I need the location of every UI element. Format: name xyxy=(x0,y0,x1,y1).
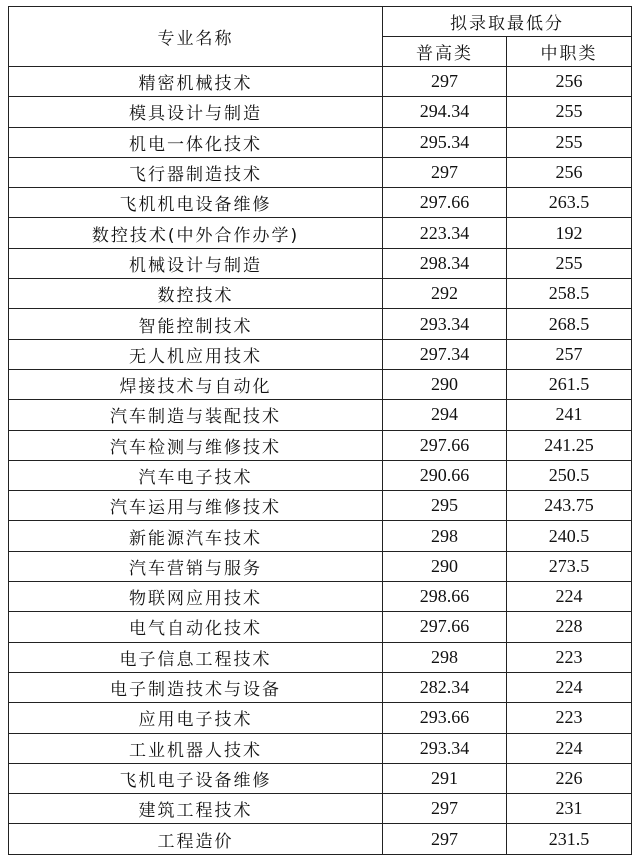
table-row xyxy=(9,400,632,430)
table-row xyxy=(9,612,632,642)
putong-score-cell: 294.34 xyxy=(383,97,507,127)
putong-score-cell: 298 xyxy=(383,642,507,672)
table-row xyxy=(9,824,632,854)
major-name-cell: 应用电子技术 xyxy=(9,703,383,733)
putong-score-cell: 298 xyxy=(383,521,507,551)
putong-score-cell: 291 xyxy=(383,763,507,793)
putong-score-cell: 294 xyxy=(383,400,507,430)
major-name-cell: 智能控制技术 xyxy=(9,309,383,339)
major-name-cell: 数控技术(中外合作办学) xyxy=(9,218,383,248)
table-row xyxy=(9,218,632,248)
table-body xyxy=(9,67,632,855)
zhongzhi-score-cell: 255 xyxy=(507,127,632,157)
major-name-cell: 新能源汽车技术 xyxy=(9,521,383,551)
major-name-cell: 电子信息工程技术 xyxy=(9,642,383,672)
putong-score-cell: 297.34 xyxy=(383,339,507,369)
putong-column-header: 普高类 xyxy=(383,37,507,67)
zhongzhi-score-cell: 226 xyxy=(507,763,632,793)
major-name-cell: 数控技术 xyxy=(9,279,383,309)
putong-score-cell: 295.34 xyxy=(383,127,507,157)
major-name-cell: 汽车电子技术 xyxy=(9,460,383,490)
table-row xyxy=(9,521,632,551)
putong-score-cell: 293.34 xyxy=(383,309,507,339)
putong-score-cell: 297.66 xyxy=(383,188,507,218)
table-row xyxy=(9,97,632,127)
major-name-cell: 汽车运用与维修技术 xyxy=(9,491,383,521)
major-name-cell: 飞机电子设备维修 xyxy=(9,763,383,793)
table-row xyxy=(9,430,632,460)
zhongzhi-score-cell: 241.25 xyxy=(507,430,632,460)
putong-score-cell: 298.34 xyxy=(383,248,507,278)
zhongzhi-score-cell: 241 xyxy=(507,400,632,430)
zhongzhi-score-cell: 240.5 xyxy=(507,521,632,551)
major-name-cell: 机电一体化技术 xyxy=(9,127,383,157)
major-name-cell: 汽车检测与维修技术 xyxy=(9,430,383,460)
table-row xyxy=(9,67,632,97)
table-row xyxy=(9,642,632,672)
putong-score-cell: 297 xyxy=(383,824,507,854)
zhongzhi-score-cell: 261.5 xyxy=(507,369,632,399)
major-name-cell: 工业机器人技术 xyxy=(9,733,383,763)
putong-score-cell: 297.66 xyxy=(383,612,507,642)
zhongzhi-score-cell: 231 xyxy=(507,794,632,824)
table-row xyxy=(9,582,632,612)
zhongzhi-score-cell: 255 xyxy=(507,97,632,127)
zhongzhi-column-header: 中职类 xyxy=(507,37,632,67)
putong-score-cell: 295 xyxy=(383,491,507,521)
putong-score-cell: 293.34 xyxy=(383,733,507,763)
major-name-cell: 建筑工程技术 xyxy=(9,794,383,824)
table-row xyxy=(9,460,632,490)
putong-score-cell: 290 xyxy=(383,551,507,581)
table-row xyxy=(9,672,632,702)
table-row xyxy=(9,703,632,733)
major-name-header: 专业名称 xyxy=(9,7,383,67)
major-name-cell: 模具设计与制造 xyxy=(9,97,383,127)
min-score-header: 拟录取最低分 xyxy=(383,7,632,37)
table-row xyxy=(9,794,632,824)
putong-score-cell: 297 xyxy=(383,157,507,187)
zhongzhi-score-cell: 263.5 xyxy=(507,188,632,218)
zhongzhi-score-cell: 243.75 xyxy=(507,491,632,521)
putong-score-cell: 223.34 xyxy=(383,218,507,248)
zhongzhi-score-cell: 224 xyxy=(507,672,632,702)
zhongzhi-score-cell: 192 xyxy=(507,218,632,248)
putong-score-cell: 292 xyxy=(383,279,507,309)
major-name-cell: 无人机应用技术 xyxy=(9,339,383,369)
zhongzhi-score-cell: 224 xyxy=(507,733,632,763)
table-row xyxy=(9,248,632,278)
zhongzhi-score-cell: 257 xyxy=(507,339,632,369)
putong-score-cell: 297 xyxy=(383,67,507,97)
major-name-cell: 工程造价 xyxy=(9,824,383,854)
zhongzhi-score-cell: 224 xyxy=(507,582,632,612)
putong-score-cell: 290 xyxy=(383,369,507,399)
zhongzhi-score-cell: 268.5 xyxy=(507,309,632,339)
zhongzhi-score-cell: 231.5 xyxy=(507,824,632,854)
table-row xyxy=(9,491,632,521)
zhongzhi-score-cell: 258.5 xyxy=(507,279,632,309)
major-name-cell: 汽车营销与服务 xyxy=(9,551,383,581)
major-name-cell: 物联网应用技术 xyxy=(9,582,383,612)
zhongzhi-score-cell: 273.5 xyxy=(507,551,632,581)
major-name-cell: 电气自动化技术 xyxy=(9,612,383,642)
major-name-cell: 机械设计与制造 xyxy=(9,248,383,278)
table-row xyxy=(9,733,632,763)
admission-scores-table xyxy=(8,6,632,855)
major-name-cell: 电子制造技术与设备 xyxy=(9,672,383,702)
table-row xyxy=(9,369,632,399)
table-row xyxy=(9,127,632,157)
major-name-cell: 焊接技术与自动化 xyxy=(9,369,383,399)
putong-score-cell: 282.34 xyxy=(383,672,507,702)
major-name-cell: 精密机械技术 xyxy=(9,67,383,97)
putong-score-cell: 297 xyxy=(383,794,507,824)
zhongzhi-score-cell: 223 xyxy=(507,703,632,733)
table-row xyxy=(9,763,632,793)
major-name-cell: 飞行器制造技术 xyxy=(9,157,383,187)
zhongzhi-score-cell: 250.5 xyxy=(507,460,632,490)
table-row xyxy=(9,339,632,369)
putong-score-cell: 297.66 xyxy=(383,430,507,460)
zhongzhi-score-cell: 255 xyxy=(507,248,632,278)
major-name-cell: 飞机机电设备维修 xyxy=(9,188,383,218)
major-name-cell: 汽车制造与装配技术 xyxy=(9,400,383,430)
table-row xyxy=(9,188,632,218)
table-row xyxy=(9,309,632,339)
table-row xyxy=(9,279,632,309)
putong-score-cell: 290.66 xyxy=(383,460,507,490)
zhongzhi-score-cell: 228 xyxy=(507,612,632,642)
zhongzhi-score-cell: 256 xyxy=(507,157,632,187)
table-row xyxy=(9,157,632,187)
zhongzhi-score-cell: 256 xyxy=(507,67,632,97)
putong-score-cell: 293.66 xyxy=(383,703,507,733)
putong-score-cell: 298.66 xyxy=(383,582,507,612)
table-row xyxy=(9,551,632,581)
zhongzhi-score-cell: 223 xyxy=(507,642,632,672)
